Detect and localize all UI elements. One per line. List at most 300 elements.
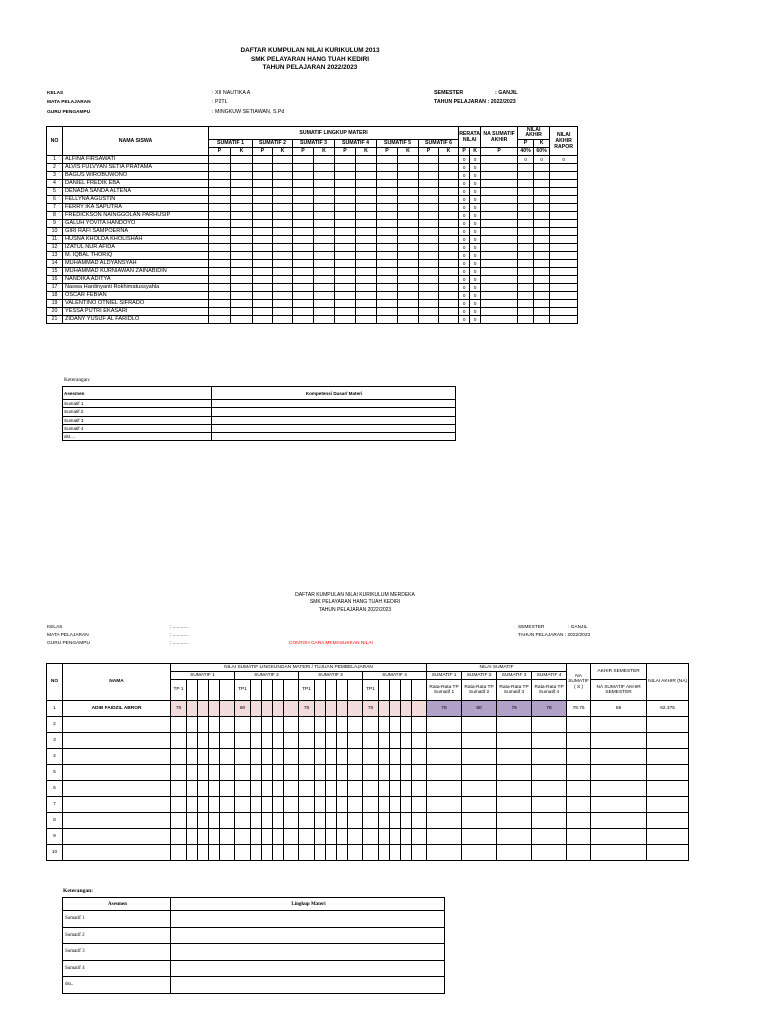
s1-rapor-cell[interactable] <box>550 268 578 276</box>
s2-grade-cell[interactable] <box>401 781 412 797</box>
s1-60-cell[interactable] <box>534 252 550 260</box>
s1-grade-cell[interactable] <box>231 212 253 220</box>
s1-grade-cell[interactable] <box>439 220 459 228</box>
s1-na-cell[interactable] <box>481 268 518 276</box>
s1-grade-cell[interactable] <box>273 308 293 316</box>
s2-ket-lingkup[interactable] <box>171 911 445 928</box>
s1-grade-cell[interactable] <box>335 164 356 172</box>
s2-grade-cell[interactable] <box>209 845 220 861</box>
s1-grade-cell[interactable] <box>253 212 273 220</box>
s1-grade-cell[interactable] <box>293 180 314 188</box>
s2-grade-cell[interactable] <box>379 797 390 813</box>
s1-grade-cell[interactable] <box>273 196 293 204</box>
s2-grade-cell[interactable] <box>326 829 337 845</box>
s2-grade-cell[interactable] <box>315 765 326 781</box>
s2-grade-cell[interactable] <box>284 813 299 829</box>
s1-60-cell[interactable] <box>534 212 550 220</box>
s2-grade-cell[interactable] <box>591 733 647 749</box>
s2-grade-cell[interactable] <box>401 717 412 733</box>
s1-grade-cell[interactable] <box>209 156 231 164</box>
s2-grade-cell[interactable] <box>363 749 379 765</box>
s1-rapor-cell[interactable] <box>550 212 578 220</box>
s1-grade-cell[interactable] <box>253 196 273 204</box>
s1-grade-cell[interactable] <box>335 172 356 180</box>
s2-grade-cell[interactable] <box>390 845 401 861</box>
s2-grade-cell[interactable] <box>251 797 262 813</box>
s1-grade-cell[interactable] <box>231 268 253 276</box>
s1-na-cell[interactable] <box>481 212 518 220</box>
s1-grade-cell[interactable] <box>377 220 398 228</box>
s2-grade-cell[interactable] <box>171 765 187 781</box>
s1-grade-cell[interactable] <box>253 180 273 188</box>
s1-grade-cell[interactable] <box>419 284 439 292</box>
s2-grade-cell[interactable] <box>299 829 315 845</box>
s1-60-cell[interactable] <box>534 276 550 284</box>
s2-grade-cell[interactable] <box>337 845 348 861</box>
s2-grade-cell[interactable] <box>348 717 363 733</box>
s1-grade-cell[interactable] <box>398 156 419 164</box>
s1-grade-cell[interactable] <box>231 236 253 244</box>
s2-grade-cell[interactable] <box>63 845 171 861</box>
s1-40-cell[interactable] <box>518 252 534 260</box>
s2-grade-cell[interactable] <box>497 781 532 797</box>
s2-grade-cell[interactable] <box>412 765 427 781</box>
s1-grade-cell[interactable] <box>419 292 439 300</box>
s1-grade-cell[interactable] <box>314 316 335 324</box>
s1-na-cell[interactable] <box>481 260 518 268</box>
s1-grade-cell[interactable] <box>273 172 293 180</box>
s1-ket-kompetensi[interactable] <box>212 400 456 408</box>
s2-grade-cell[interactable] <box>462 813 497 829</box>
s1-grade-cell[interactable] <box>356 196 377 204</box>
s1-grade-cell[interactable] <box>356 308 377 316</box>
s2-grade-cell[interactable] <box>427 829 462 845</box>
s1-grade-cell[interactable] <box>209 268 231 276</box>
s2-grade-cell[interactable] <box>315 813 326 829</box>
s2-grade-cell[interactable] <box>326 765 337 781</box>
s2-grade-cell[interactable] <box>427 765 462 781</box>
s1-na-cell[interactable] <box>481 300 518 308</box>
s2-grade-cell[interactable] <box>390 829 401 845</box>
s1-grade-cell[interactable] <box>398 164 419 172</box>
s1-grade-cell[interactable] <box>314 308 335 316</box>
s1-rapor-cell[interactable] <box>550 316 578 324</box>
s1-grade-cell[interactable] <box>335 244 356 252</box>
s1-grade-cell[interactable] <box>419 228 439 236</box>
s1-grade-cell[interactable] <box>439 196 459 204</box>
s2-grade-cell[interactable] <box>497 733 532 749</box>
s1-rapor-cell[interactable] <box>550 180 578 188</box>
s1-grade-cell[interactable] <box>398 180 419 188</box>
s2-grade-cell[interactable] <box>235 717 251 733</box>
s1-grade-cell[interactable] <box>231 244 253 252</box>
s2-grade-cell[interactable] <box>63 829 171 845</box>
s2-grade-cell[interactable] <box>337 717 348 733</box>
s1-grade-cell[interactable] <box>335 252 356 260</box>
s2-grade-cell[interactable] <box>315 781 326 797</box>
s2-grade-cell[interactable] <box>220 717 235 733</box>
s1-grade-cell[interactable] <box>314 212 335 220</box>
s2-grade-cell[interactable] <box>284 845 299 861</box>
s2-grade-cell[interactable] <box>647 797 689 813</box>
s1-grade-cell[interactable] <box>439 180 459 188</box>
s2-grade-cell[interactable] <box>235 749 251 765</box>
s2-grade-cell[interactable] <box>284 765 299 781</box>
s1-grade-cell[interactable] <box>439 284 459 292</box>
s2-grade-cell[interactable] <box>171 749 187 765</box>
s2-grade-cell[interactable] <box>63 749 171 765</box>
s2-grade-cell[interactable] <box>337 797 348 813</box>
s2-grade-cell[interactable] <box>532 733 567 749</box>
s2-grade-cell[interactable] <box>647 813 689 829</box>
s1-grade-cell[interactable] <box>377 292 398 300</box>
s2-grade-cell[interactable] <box>187 845 198 861</box>
s2-grade-cell[interactable] <box>235 813 251 829</box>
s1-grade-cell[interactable] <box>335 180 356 188</box>
s1-40-cell[interactable] <box>518 316 534 324</box>
s2-grade-cell[interactable] <box>273 845 284 861</box>
s2-grade-cell[interactable] <box>567 717 591 733</box>
s1-grade-cell[interactable] <box>356 284 377 292</box>
s1-rapor-cell[interactable] <box>550 188 578 196</box>
s1-grade-cell[interactable] <box>377 172 398 180</box>
s2-grade-cell[interactable] <box>209 813 220 829</box>
s2-grade-cell[interactable] <box>348 845 363 861</box>
s2-grade-cell[interactable] <box>63 717 171 733</box>
s1-grade-cell[interactable] <box>293 308 314 316</box>
s2-grade-cell[interactable] <box>251 717 262 733</box>
s1-grade-cell[interactable] <box>377 188 398 196</box>
s2-grade-cell[interactable] <box>198 813 209 829</box>
s1-grade-cell[interactable] <box>231 172 253 180</box>
s2-grade-cell[interactable] <box>273 733 284 749</box>
s1-grade-cell[interactable] <box>439 308 459 316</box>
s2-grade-cell[interactable] <box>348 829 363 845</box>
s1-grade-cell[interactable] <box>398 188 419 196</box>
s1-grade-cell[interactable] <box>377 180 398 188</box>
s1-40-cell[interactable] <box>518 172 534 180</box>
s2-grade-cell[interactable] <box>379 717 390 733</box>
s2-grade-cell[interactable] <box>220 781 235 797</box>
s2-grade-cell[interactable] <box>497 813 532 829</box>
s1-grade-cell[interactable] <box>231 180 253 188</box>
s1-grade-cell[interactable] <box>419 308 439 316</box>
s1-rapor-cell[interactable] <box>550 292 578 300</box>
s2-grade-cell[interactable] <box>235 845 251 861</box>
s1-grade-cell[interactable] <box>231 260 253 268</box>
s1-40-cell[interactable] <box>518 260 534 268</box>
s1-grade-cell[interactable] <box>377 204 398 212</box>
s1-60-cell[interactable] <box>534 244 550 252</box>
s1-grade-cell[interactable] <box>253 268 273 276</box>
s2-grade-cell[interactable] <box>63 813 171 829</box>
s2-grade-cell[interactable] <box>567 733 591 749</box>
s1-60-cell[interactable] <box>534 236 550 244</box>
s1-na-cell[interactable] <box>481 180 518 188</box>
s2-grade-cell[interactable] <box>299 717 315 733</box>
s1-grade-cell[interactable] <box>209 180 231 188</box>
s1-grade-cell[interactable] <box>253 188 273 196</box>
s1-rapor-cell[interactable] <box>550 236 578 244</box>
s1-grade-cell[interactable] <box>335 196 356 204</box>
s1-grade-cell[interactable] <box>335 284 356 292</box>
s2-grade-cell[interactable] <box>299 765 315 781</box>
s2-grade-cell[interactable] <box>315 845 326 861</box>
s1-grade-cell[interactable] <box>293 292 314 300</box>
s1-grade-cell[interactable] <box>377 308 398 316</box>
s1-grade-cell[interactable] <box>293 260 314 268</box>
s2-grade-cell[interactable] <box>326 845 337 861</box>
s2-grade-cell[interactable] <box>390 717 401 733</box>
s2-grade-cell[interactable] <box>401 749 412 765</box>
s2-grade-cell[interactable] <box>412 781 427 797</box>
s1-na-cell[interactable] <box>481 316 518 324</box>
s2-grade-cell[interactable] <box>412 733 427 749</box>
s2-grade-cell[interactable] <box>299 813 315 829</box>
s2-grade-cell[interactable] <box>379 749 390 765</box>
s1-60-cell[interactable] <box>534 180 550 188</box>
s1-grade-cell[interactable] <box>209 236 231 244</box>
s1-grade-cell[interactable] <box>314 204 335 212</box>
s2-grade-cell[interactable] <box>379 765 390 781</box>
s2-grade-cell[interactable] <box>390 813 401 829</box>
s1-grade-cell[interactable] <box>273 292 293 300</box>
s1-grade-cell[interactable] <box>377 300 398 308</box>
s1-grade-cell[interactable] <box>398 244 419 252</box>
s2-grade-cell[interactable] <box>647 749 689 765</box>
s1-grade-cell[interactable] <box>314 172 335 180</box>
s1-grade-cell[interactable] <box>439 212 459 220</box>
s1-grade-cell[interactable] <box>356 156 377 164</box>
s2-grade-cell[interactable] <box>567 765 591 781</box>
s2-grade-cell[interactable] <box>348 781 363 797</box>
s1-40-cell[interactable] <box>518 308 534 316</box>
s1-grade-cell[interactable] <box>398 268 419 276</box>
s1-na-cell[interactable] <box>481 172 518 180</box>
s1-grade-cell[interactable] <box>356 244 377 252</box>
s1-grade-cell[interactable] <box>273 236 293 244</box>
s1-grade-cell[interactable] <box>439 236 459 244</box>
s2-grade-cell[interactable] <box>209 797 220 813</box>
s2-grade-cell[interactable] <box>251 781 262 797</box>
s1-60-cell[interactable] <box>534 300 550 308</box>
s2-grade-cell[interactable] <box>497 845 532 861</box>
s1-grade-cell[interactable] <box>253 260 273 268</box>
s2-grade-cell[interactable] <box>427 781 462 797</box>
s1-grade-cell[interactable] <box>356 300 377 308</box>
s2-grade-cell[interactable] <box>647 829 689 845</box>
s2-grade-cell[interactable] <box>647 717 689 733</box>
s1-grade-cell[interactable] <box>231 316 253 324</box>
s2-grade-cell[interactable] <box>363 733 379 749</box>
s1-grade-cell[interactable] <box>231 292 253 300</box>
s1-40-cell[interactable] <box>518 180 534 188</box>
s2-grade-cell[interactable] <box>209 749 220 765</box>
s2-grade-cell[interactable] <box>187 829 198 845</box>
s1-grade-cell[interactable] <box>439 244 459 252</box>
s1-grade-cell[interactable] <box>314 180 335 188</box>
s1-grade-cell[interactable] <box>253 228 273 236</box>
s2-grade-cell[interactable] <box>251 749 262 765</box>
s1-grade-cell[interactable] <box>356 212 377 220</box>
s2-grade-cell[interactable] <box>326 813 337 829</box>
s1-60-cell[interactable] <box>534 268 550 276</box>
s2-grade-cell[interactable] <box>412 829 427 845</box>
s2-ket-lingkup[interactable] <box>171 977 445 994</box>
s1-grade-cell[interactable] <box>209 212 231 220</box>
s2-grade-cell[interactable] <box>379 733 390 749</box>
s1-grade-cell[interactable] <box>439 252 459 260</box>
s1-grade-cell[interactable] <box>377 284 398 292</box>
s1-grade-cell[interactable] <box>293 188 314 196</box>
s1-rapor-cell[interactable] <box>550 220 578 228</box>
s2-grade-cell[interactable] <box>198 781 209 797</box>
s1-grade-cell[interactable] <box>253 292 273 300</box>
s1-40-cell[interactable] <box>518 268 534 276</box>
s2-grade-cell[interactable] <box>532 845 567 861</box>
s1-grade-cell[interactable] <box>398 228 419 236</box>
s1-na-cell[interactable] <box>481 204 518 212</box>
s1-40-cell[interactable] <box>518 276 534 284</box>
s1-ket-kompetensi[interactable] <box>212 433 456 441</box>
s2-grade-cell[interactable] <box>591 717 647 733</box>
s2-grade-cell[interactable] <box>591 845 647 861</box>
s2-grade-cell[interactable] <box>497 829 532 845</box>
s1-60-cell[interactable] <box>534 260 550 268</box>
s1-grade-cell[interactable] <box>377 244 398 252</box>
s2-grade-cell[interactable] <box>235 733 251 749</box>
s2-grade-cell[interactable] <box>284 717 299 733</box>
s1-grade-cell[interactable] <box>273 228 293 236</box>
s2-grade-cell[interactable] <box>591 749 647 765</box>
s2-grade-cell[interactable] <box>647 781 689 797</box>
s1-grade-cell[interactable] <box>398 212 419 220</box>
s2-grade-cell[interactable] <box>591 781 647 797</box>
s1-grade-cell[interactable] <box>439 276 459 284</box>
s2-grade-cell[interactable] <box>348 765 363 781</box>
s2-ket-lingkup[interactable] <box>171 960 445 977</box>
s2-grade-cell[interactable] <box>273 765 284 781</box>
s2-grade-cell[interactable] <box>401 797 412 813</box>
s1-grade-cell[interactable] <box>314 188 335 196</box>
s2-grade-cell[interactable] <box>591 765 647 781</box>
s2-grade-cell[interactable] <box>235 797 251 813</box>
s1-grade-cell[interactable] <box>419 316 439 324</box>
s1-grade-cell[interactable] <box>419 300 439 308</box>
s2-grade-cell[interactable] <box>187 813 198 829</box>
s1-grade-cell[interactable] <box>356 236 377 244</box>
s2-grade-cell[interactable] <box>187 717 198 733</box>
s1-grade-cell[interactable] <box>209 220 231 228</box>
s1-grade-cell[interactable] <box>398 172 419 180</box>
s1-grade-cell[interactable] <box>253 284 273 292</box>
s1-grade-cell[interactable] <box>356 188 377 196</box>
s2-grade-cell[interactable] <box>251 813 262 829</box>
s1-grade-cell[interactable] <box>293 236 314 244</box>
s2-grade-cell[interactable] <box>220 797 235 813</box>
s1-grade-cell[interactable] <box>398 196 419 204</box>
s1-grade-cell[interactable] <box>377 164 398 172</box>
s1-grade-cell[interactable] <box>398 308 419 316</box>
s1-grade-cell[interactable] <box>293 156 314 164</box>
s1-grade-cell[interactable] <box>273 268 293 276</box>
s1-grade-cell[interactable] <box>335 188 356 196</box>
s2-grade-cell[interactable] <box>187 749 198 765</box>
s1-grade-cell[interactable] <box>253 172 273 180</box>
s2-grade-cell[interactable] <box>262 845 273 861</box>
s1-rapor-cell[interactable] <box>550 252 578 260</box>
s2-grade-cell[interactable] <box>198 749 209 765</box>
s1-40-cell[interactable] <box>518 196 534 204</box>
s2-grade-cell[interactable] <box>251 829 262 845</box>
s1-grade-cell[interactable] <box>314 292 335 300</box>
s1-rapor-cell[interactable] <box>550 164 578 172</box>
s1-grade-cell[interactable] <box>273 156 293 164</box>
s1-grade-cell[interactable] <box>253 244 273 252</box>
s1-grade-cell[interactable] <box>293 252 314 260</box>
s1-grade-cell[interactable] <box>377 260 398 268</box>
s1-grade-cell[interactable] <box>293 268 314 276</box>
s1-grade-cell[interactable] <box>419 204 439 212</box>
s1-grade-cell[interactable] <box>439 204 459 212</box>
s2-grade-cell[interactable] <box>262 781 273 797</box>
s1-rapor-cell[interactable] <box>550 284 578 292</box>
s1-grade-cell[interactable] <box>314 244 335 252</box>
s2-grade-cell[interactable] <box>171 829 187 845</box>
s1-na-cell[interactable] <box>481 276 518 284</box>
s2-grade-cell[interactable] <box>273 813 284 829</box>
s2-grade-cell[interactable] <box>198 845 209 861</box>
s1-grade-cell[interactable] <box>231 220 253 228</box>
s2-grade-cell[interactable] <box>284 749 299 765</box>
s2-grade-cell[interactable] <box>497 749 532 765</box>
s1-grade-cell[interactable] <box>419 276 439 284</box>
s1-grade-cell[interactable] <box>273 252 293 260</box>
s2-grade-cell[interactable] <box>198 717 209 733</box>
s1-grade-cell[interactable] <box>314 284 335 292</box>
s1-grade-cell[interactable] <box>231 196 253 204</box>
s2-grade-cell[interactable] <box>235 765 251 781</box>
s2-grade-cell[interactable] <box>427 733 462 749</box>
s2-grade-cell[interactable] <box>273 781 284 797</box>
s2-grade-cell[interactable] <box>315 829 326 845</box>
s2-ket-lingkup[interactable] <box>171 927 445 944</box>
s1-grade-cell[interactable] <box>314 300 335 308</box>
s1-grade-cell[interactable] <box>273 316 293 324</box>
s2-grade-cell[interactable] <box>273 829 284 845</box>
s1-grade-cell[interactable] <box>398 204 419 212</box>
s1-rapor-cell[interactable] <box>550 308 578 316</box>
s2-grade-cell[interactable] <box>567 845 591 861</box>
s1-grade-cell[interactable] <box>314 228 335 236</box>
s2-grade-cell[interactable] <box>532 797 567 813</box>
s1-grade-cell[interactable] <box>209 316 231 324</box>
s2-grade-cell[interactable] <box>348 813 363 829</box>
s1-na-cell[interactable] <box>481 188 518 196</box>
s1-grade-cell[interactable] <box>273 276 293 284</box>
s2-grade-cell[interactable] <box>427 813 462 829</box>
s2-grade-cell[interactable] <box>299 749 315 765</box>
s1-40-cell[interactable] <box>518 236 534 244</box>
s2-grade-cell[interactable] <box>315 797 326 813</box>
s2-grade-cell[interactable] <box>187 797 198 813</box>
s2-grade-cell[interactable] <box>337 813 348 829</box>
s2-grade-cell[interactable] <box>532 717 567 733</box>
s1-grade-cell[interactable] <box>273 164 293 172</box>
s2-grade-cell[interactable] <box>412 797 427 813</box>
s1-grade-cell[interactable] <box>356 180 377 188</box>
s2-grade-cell[interactable] <box>379 813 390 829</box>
